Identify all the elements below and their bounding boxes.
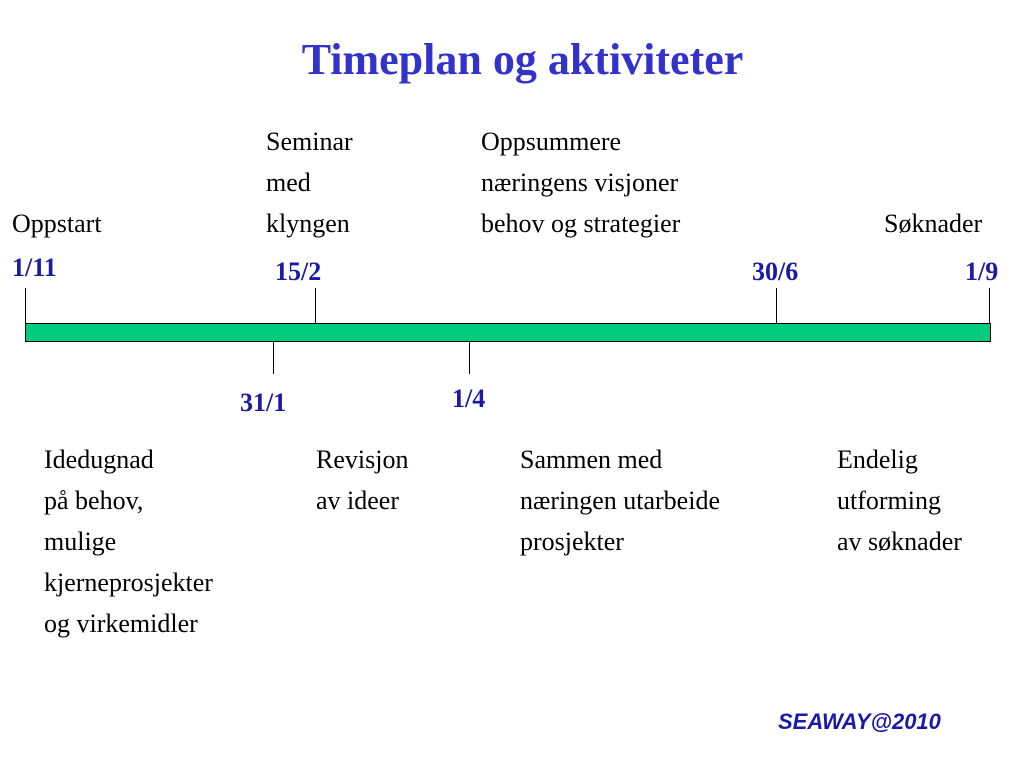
- label-idedugnad: Idedugnad på behov, mulige kjerneprosjekter og virkemidler: [44, 445, 213, 638]
- tick-30-6: [776, 288, 777, 324]
- page-title: Timeplan og aktiviteter: [301, 35, 744, 84]
- tick-15-2: [315, 288, 316, 324]
- label-seminar: Seminar med klyngen: [266, 127, 353, 238]
- label-endelig: Endelig utforming av søknader: [837, 445, 962, 556]
- date-1-9: 1/9: [965, 257, 999, 286]
- label-soknader: Søknader: [884, 209, 983, 238]
- label-oppsummere: Oppsummere næringens visjoner behov og strategier: [481, 127, 681, 238]
- footer-copyright: SEAWAY@2010: [778, 709, 941, 734]
- date-1-4: 1/4: [452, 384, 486, 413]
- date-31-1: 31/1: [240, 388, 287, 417]
- label-sammen: Sammen med næringen utarbeide prosjekter: [520, 445, 720, 556]
- date-15-2: 15/2: [275, 257, 322, 286]
- label-revisjon: Revisjon av ideer: [316, 445, 409, 515]
- timeline-bar: [25, 323, 991, 342]
- label-oppstart: Oppstart: [12, 209, 102, 238]
- tick-1-4: [469, 341, 470, 374]
- date-30-6: 30/6: [752, 257, 799, 286]
- tick-1-11: [25, 288, 26, 324]
- date-1-11: 1/11: [12, 253, 57, 282]
- tick-1-9: [989, 288, 990, 324]
- tick-31-1: [273, 341, 274, 374]
